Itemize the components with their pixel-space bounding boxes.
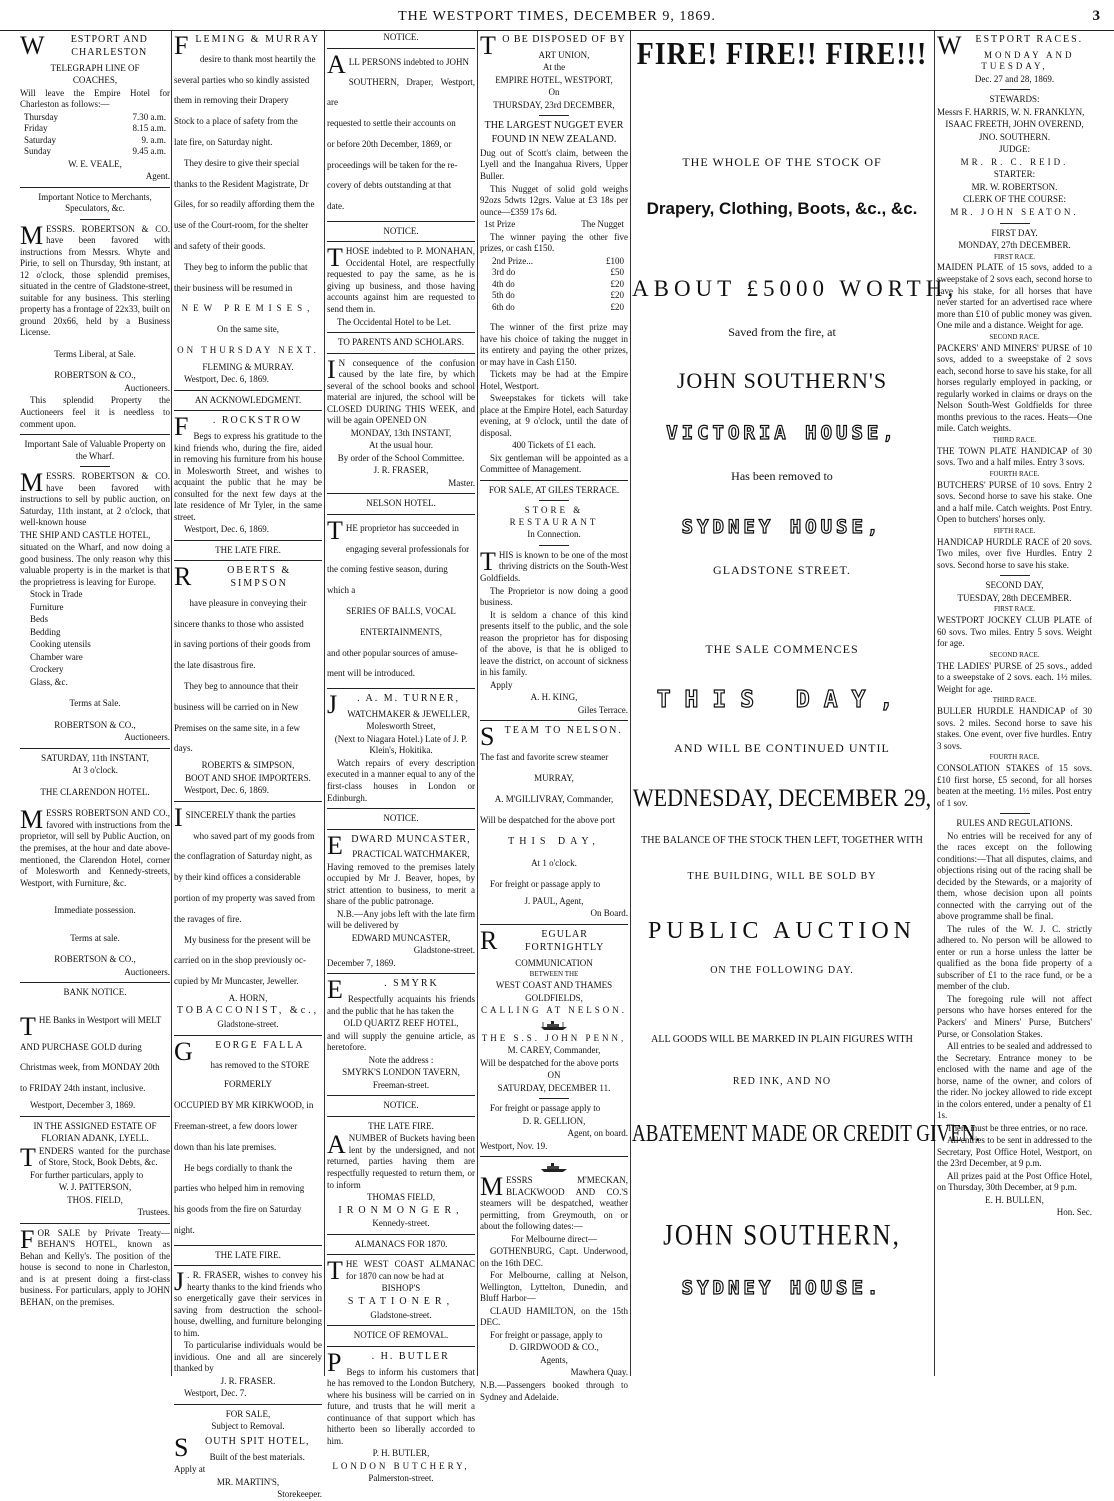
advert-line: Saved from the fire, at	[728, 325, 836, 340]
fraser-advert: THE LATE FIRE. J . R. FRASER, wishes to convey his hearty thanks to the kind friends who so energetically gave their services in saving from destruction the school-house, dwelling, and furniture belonging to him. To particularise individuals would be invidious. One and all are sincerely thanked by J. R. FRASER. Westport, Dec. 7.	[174, 1249, 322, 1399]
list-item: Bedding	[30, 626, 61, 637]
drop-cap: T	[480, 31, 497, 60]
muncaster-notice: NOTICE. EDWARD MUNCASTER, PRACTICAL WATCHMAKER, Having removed to the premises lately occupied by Mr J. Beaver, hopes, by strict attention to business, to merit a share of the public patronage. N.B.—Any jobs left with the late firm will be delivered by EDWARD MUNCASTER, Gladstone-street. December 7, 1869.	[327, 813, 475, 968]
column-4	[480, 31, 628, 1402]
advert-line: Terms at Sale.	[69, 698, 121, 709]
acknowledgment-advert: AN ACKNOWLEDGMENT. F . ROCKSTROW Begs to express his gratitude to the kind friends who, during the fire, aided in removing his furniture from his house in Molesworth Street, and wishes to acquaint the public that he may be consulted for the next few days at the late residence of Mr Tyler, in the same street. Westport, Dec. 6, 1869.	[174, 394, 322, 535]
advert-text: This splendid Property the Auctioneers feel it is needless to comment upon.	[20, 395, 170, 429]
art-union-advert: T O BE DISPOSED OF BY ART UNION, At the EMPIRE HOTEL, WESTPORT, On THURSDAY, 23rd DECEMBER, THE LARGEST NUGGET EVER FOUND IN NEW ZEALAND. Dug out of Scott's claim, between the Lyell and the Inangahua Rivers, Upper Buller. This Nugget of solid gold weighs 92ozs 5dwts 12grs. Value at £3 18s per ounce—£359 17s 6d. 1st Prize The Nugget The winner paying the other five prizes, or cash £150. 2nd Prize... £100 3rd do £50 4th do £20 5th do £20 6th do £20 The winner of the first prize may have his choice of taking the nugget in its entirety and paying the other prizes, or may have in Cash £150. Tickets may be had at the Empire Hotel, Westport. Sweepstakes for tickets will take place at the Empire Hotel, each Saturday evening, at 9 o'clock, until the date of disposal. 400 Tickets of £1 each. Six gentleman will be appointed as a Committee of Management.	[480, 31, 628, 475]
race-description: PACKERS' AND MINERS' PURSE of 10 sovs, added to a sweepstake of 2 sovs each, second horse to save his stake, for all horses regularly employed in packing, or regularly worked in claims or drays on the Nelson South-West Goldfields for three months previous to the races. Heats—One mile. Catch weights.	[937, 342, 1092, 434]
prize-row: 1st Prize The Nugget	[484, 219, 624, 230]
list-item: Glass, &c.	[30, 676, 68, 687]
advert-line: TELEGRAPH LINE OF	[50, 62, 140, 73]
race-description: BULLER HURDLE HANDICAP of 30 sovs. 2 miles. Second horse to save his stakes. One event, over five hurdles. Entry 3 sovs.	[937, 706, 1092, 751]
list-item: Stock in Trade	[30, 589, 83, 600]
behan-advert: FOR SALE by Private Treaty—BEHAN'S HOTEL, known as Behan and Kelly's. The position of the house is second to none in Charleston, and is at present doing a first-class business. For particulars, apply to JOHN BEHAN, on the premises.	[20, 1224, 170, 1307]
fleming-murray-advert: FLEMING & MURRAY desire to thank most heartily the several parties who so kindly assisted them in removing their Drapery Stock to a place of safety from the late fire, on Saturday night. They desire to give their special thanks to the Resident Magistrate, Dr Giles, for so readily affording them the use of the Court-room, for the shelter and safety of their goods. They beg to inform the public that their business will be resumed in NEW PREMISES, On the same site, ON THURSDAY NEXT. FLEMING & MURRAY. Westport, Dec. 6, 1869.	[174, 31, 321, 385]
drop-cap: W	[20, 31, 46, 60]
drop-cap: M	[20, 220, 44, 250]
masthead	[0, 0, 1114, 31]
advert-line: THIS DAY,	[656, 686, 908, 713]
drop-cap: I	[174, 802, 183, 832]
drop-cap: E	[327, 975, 345, 1005]
meckan-advert: MESSRS M'MECKAN, BLACKWOOD AND CO.'S steamers will be despatched, weather permitting, from Greymouth, on or about the following dates:— For Melbourne direct— GOTHENBURG, Capt. Underwood, on the 16th DEC. For Melbourne, calling at Nelson, Wellington, Lyttelton, Dunedin, and Bluff Harbor— CLAUD HAMILTON, on the 15th DEC. For freight or passage, apply to D. GIRDWOOD & CO., Agents, Mawhera Quay. N.B.—Passengers booked through to Sydney and Adelaide.	[480, 1161, 628, 1403]
butler-notice: NOTICE OF REMOVAL. P . H. BUTLER Begs to inform his customers that he has removed to the London Butchery, where his business will be carried on in future, and trusts that he will merit a continuance of that support which has hitherto been so liberally accorded to him. P. H. BUTLER, LONDON BUTCHERY, Palmerston-street.	[327, 1330, 475, 1484]
column-divider	[324, 31, 325, 1376]
advert-line: VICTORIA HOUSE,	[666, 421, 898, 444]
timetable-row: Saturday 9. a.m.	[24, 134, 166, 145]
drop-cap: I	[327, 354, 336, 384]
buckets-notice: NOTICE. THE LATE FIRE. ANUMBER of Buckets having been lent by the undersigned, and not returned, parties having them are respectfully requested to return them, or to inform THOMAS FIELD, IRONMONGER, Kennedy-street.	[327, 1100, 475, 1229]
drop-cap: S	[480, 722, 497, 752]
robertson-advert-1	[20, 220, 170, 430]
advert-line: THE WHOLE OF THE STOCK OF	[682, 154, 882, 169]
race-description: HANDICAP HURDLE RACE of 20 sovs. Two miles, over five Hurdles. Entry 2 sovs. Second horse to save his stake.	[937, 536, 1092, 570]
steamship-icon	[539, 1161, 569, 1173]
race-description: THE LADIES' PURSE of 25 sovs., added to a sweepstake of 2 sovs. each. 1½ miles. Weight for age.	[937, 660, 1092, 694]
drop-cap: R	[480, 925, 499, 955]
column-1	[20, 31, 170, 1376]
drop-cap: T	[20, 1142, 36, 1172]
advert-line: ABATEMENT MADE OR CREDIT GIVEN.	[632, 1121, 981, 1148]
advert-heading: THE CLARENDON HOTEL.	[40, 786, 150, 797]
drop-cap: J	[327, 690, 340, 720]
timetable-row: Sunday 9.45 a.m.	[24, 146, 166, 157]
advert-line: WEDNESDAY, DECEMBER 29,	[632, 783, 932, 813]
advert-line: AND WILL BE CONTINUED UNTIL	[674, 741, 890, 756]
bank-notice: BANK NOTICE. THE Banks in Westport will MELT AND PURCHASE GOLD during Christmas week, from MONDAY 20th to FRIDAY 24th instant, inclusive. Westport, December 3, 1869.	[20, 987, 170, 1111]
fire-sale-advert	[632, 31, 981, 1376]
monahan-notice: NOTICE. THOSE indebted to P. MONAHAN, Occidental Hotel, are respectfully requested to pay the same, as he is giving up business, and those having accounts against him are requested to send them in. The Occidental Hotel to be Let.	[327, 225, 475, 327]
drop-cap: T	[327, 515, 343, 545]
list-item: Chamber ware	[30, 651, 83, 662]
advert-heading: ESTPORT RACES.	[975, 34, 1084, 45]
smyrk-advert: E . SMYRK Respectfully acquaints his friends and the public that he has taken the OLD QUARTZ REEF HOTEL, and will supply the genuine article, as heretofore. Note the address : SMYRK'S LONDON TAVERN, Freeman-street.	[327, 975, 475, 1090]
column-2	[174, 31, 322, 1500]
rule-paragraph: The rules of the W. J. C. strictly adhered to. No person will be allowed to enter or run a horse unless the latter be qualified as the bona fide property of a subscriber of £1 to the race fund, or be a member of the club.	[937, 923, 1092, 992]
advert-line: PUBLIC AUCTION	[647, 918, 916, 945]
advert-line: COACHES,	[72, 75, 118, 86]
drop-cap: T	[327, 1256, 343, 1286]
westport-races-advert: W ESTPORT RACES. MONDAY AND TUESDAY, Dec. 27 and 28, 1869. STEWARDS: Messrs F. HARRIS, W. N. FRANKLYN, ISAAC FREETH, JOHN OVEREND, JNO. SOUTHERN. JUDGE: MR. R. C. REID. STARTER: MR. W. ROBERTSON. CLERK OF THE COURSE: MR. JOHN SEATON. FIRST DAY. MONDAY, 27th DECEMBER. FIRST RACE. MAIDEN PLATE of 15 sovs, added to a sweepstake of 2 sovs each, second horse to save his stake, for all horses that have never started for an advertised race where more than £10 of public money was given. One mile and a distance. Weight for age. SECOND RACE. PACKERS' AND MINERS' PURSE of 10 sovs, added to a sweepstake of 2 sovs each, second horse to save his stake, for all horses regularly employed in packing, or regularly worked in claims or drays on the Nelson South-West Goldfields for three months previous to the races. Heats—One mile. Catch weights. THIRD RACE. THE TOWN PLATE HANDICAP of 30 sovs. Two and a half miles. Entry 3 sovs. FOURTH RACE. BUTCHERS' PURSE of 10 sovs. Entry 2 sovs. Second horse to save his stake. One and a half mile. Catch weights. Post Entry. Open to butchers' horses only. FIFTH RACE. HANDICAP HURDLE RACE of 20 sovs. Two miles, over five Hurdles. Entry 2 sovs. Second horse to save his stake. SECOND DAY, TUESDAY, 28th DECEMBER. FIRST RACE. WESTPORT JOCKEY CLUB PLATE of 60 sovs. Two miles. Entry 5 sovs. Weight for age. SECOND RACE. THE LADIES' PURSE of 25 sovs., added to a sweepstake of 2 sovs. each. 1½ miles. Weight for age. THIRD RACE. BULLER HURDLE HANDICAP of 30 sovs. 2 miles. Second horse to save his stakes. One event, over five hurdles. Entry 3 sovs. FOURTH RACE. CONSOLATION STAKES of 15 sovs. £10 first horse, £5 second, for all horses beaten at the meeting. 1½ miles. Post entry of 1 sov. RULES AND REGULATIONS. No entries will be received for any of the races except on the following conditions:—That all disputes, claims, and objections rising out of the racing shall be decided by the Stewards, or a majority of them, whose decision upon all points connected with the carrying out of the above programme shall be final. The rules of the W. J. C. strictly adhered to. No person will be allowed to enter or run a horse unless the latter be qualified as the bona fide property of a subscriber of £1 to the race fund, or be a member of the club. The foregoing rule will not affect persons who have horses entered for the Packers' and Miners' Purse, Butchers' Purse, or Consolation Stakes. All entries to be sealed and addressed to the Secretary. Entrance money to be enclosed with the name and age of the horse, name of the owner, and colors of the rider. No jockey allowed to ride except in the colors entered, under a penalty of £1 1s. There must be three entries, or no race. All entries to be sent in addressed to the Secretary, Post Office Hotel, Westport, on the 23rd December, at 9 p.m. All prizes paid at the Post Office Hotel, on Thursday, 30th December, at 9 p.m. E. H. BULLEN, Hon. Sec.	[937, 31, 1092, 1218]
advert-role: Auctioneers.	[124, 732, 170, 743]
newspaper-title: THE WESTPORT TIMES, DECEMBER 9, 1869.	[398, 9, 716, 24]
column-divider	[934, 31, 935, 1376]
drop-cap: F	[174, 31, 191, 60]
column-3	[327, 31, 475, 1484]
race-description: WESTPORT JOCKEY CLUB PLATE of 60 sovs. Two miles. Entry 5 sovs. Weight for age.	[937, 615, 1092, 649]
prize-row: 2nd Prize... £100	[492, 255, 624, 266]
notice-heading: Important Notice to Merchants, Speculators, &c.	[38, 191, 152, 214]
advert-role: Auctioneers.	[124, 966, 170, 977]
advert-heading: SATURDAY, 11th INSTANT,	[41, 752, 149, 763]
column-divider	[477, 31, 478, 1376]
advert-line: Has been removed to	[731, 469, 833, 484]
advert-signature: ROBERTSON & CO.,	[54, 954, 136, 965]
timetable-row: Friday 8.15 a.m.	[24, 123, 166, 134]
rule-paragraph: All prizes paid at the Post Office Hotel, on Thursday, 30th December, at 9 p.m.	[937, 1170, 1092, 1193]
advert-line: ALL GOODS WILL BE MARKED IN PLAIN FIGURES WITH	[651, 1033, 913, 1045]
advert-role: Auctioneers.	[124, 382, 170, 393]
notice-heading: Important Sale of Valuable Property on the Wharf.	[24, 439, 166, 461]
rule-paragraph: All entries to be sealed and addressed to the Secretary. Entrance money to be enclosed with the name and age of the horse, name of the owner, and colors of the rider. No jockey allowed to ride except in the colors entered, under a penalty of £1 1s.	[937, 1041, 1092, 1121]
rule-paragraph: No entries will be received for any of the races except on the following conditions:—That all disputes, claims, and objections rising out of the racing shall be decided by the Stewards, or a majority of them, whose decision upon all points connected with the carrying out of the above programme shall be final.	[937, 830, 1092, 922]
robertson-advert-2	[20, 468, 170, 744]
nelson-hotel-advert: NELSON HOTEL. THE proprietor has succeeded in engaging several professionals for the coming festive season, during which a SERIES OF BALLS, VOCAL ENTERTAINMENTS, and other popular sources of amuse- ment will be introduced.	[327, 498, 475, 684]
robertson-advert-3	[20, 805, 170, 978]
estate-notice: IN THE ASSIGNED ESTATE OF FLORIAN ADANK, LYELL. TENDERS wanted for the purchase of Store, Stock, Book Debts, &c. For further particulars, apply to W. J. PATTERSON, THOS. FIELD, Trustees.	[20, 1120, 170, 1218]
giles-terrace-advert: FOR SALE, AT GILES TERRACE. STORE & RESTAURANT In Connection. THIS is known to be one of the most thriving districts on the South-West Goldfields. The Proprietor is now doing a good business. It is seldom a chance of this kind presents itself to the public, and the sole reason the proprietor has for disposing of the above, is that he is obliged to leave the district, on account of sickness in his family. Apply A. H. KING, Giles Terrace.	[480, 484, 628, 715]
timetable-row: Thursday 7.30 a.m.	[24, 111, 166, 122]
drop-cap: S	[174, 1432, 190, 1462]
column-divider	[171, 31, 172, 1376]
drop-cap: M	[480, 1172, 504, 1202]
john-penn-advert: R EGULAR FORTNIGHTLY COMMUNICATION BETWEEN THE WEST COAST AND THAMES GOLDFIELDS, CALLING AT NELSON. THE S.S. JOHN PENN, M. CAREY, Commander, Will be despatched for the above ports ON SATURDAY, DECEMBER 11. For freight or passage apply to D. R. GELLION, Agent, on board. Westport, Nov. 19.	[480, 925, 628, 1151]
rule-paragraph: The foregoing rule will not affect persons who have horses entered for the Packers' and Miners' Purse, Butchers' Purse, or Consolation Stakes.	[937, 993, 1092, 1039]
advert-line: THE SALE COMMENCES	[705, 642, 859, 657]
advert-signature: JOHN SOUTHERN,	[663, 1218, 901, 1252]
advert-text: ESSRS. ROBERTSON & CO. have been favored with instructions from Messrs. Whyte and Pirie, to sell on Thursday, 9th instant, at 12 o'clock, those splendid premises, situated in the centre of Gladstone-street, suitable for any business. This sterling property has a frontage of 22x33, built on ground 20x66, held by a Business License.	[20, 223, 170, 338]
advert-line: JOHN SOUTHERN'S	[676, 367, 888, 393]
drop-cap: P	[327, 1347, 344, 1377]
race-description: BUTCHERS' PURSE of 10 sovs. Entry 2 sovs. Second horse to save his stake. One and a half mile. Catch weights. Post Entry. Open to butchers' horses only.	[937, 479, 1092, 525]
advert-heading: ESTPORT AND CHARLESTON	[70, 34, 148, 58]
notice-heading: BANK NOTICE.	[63, 987, 127, 998]
steam-to-nelson-advert: STEAM TO NELSON. The fast and favorite screw steamer MURRAY, A. M'GILLIVRAY, Commander, Will be despatched for the above port THIS DAY, At 1 o'clock. For freight or passage apply to J. PAUL, Agent, On Board.	[480, 722, 628, 919]
advert-text: Will leave the Empire Hotel for Charleston as follows:—	[20, 87, 170, 110]
rule-paragraph: There must be three entries, or no race.	[947, 1122, 1088, 1133]
advert-signature: E. H. BULLEN,	[985, 1194, 1044, 1205]
drop-cap: T	[327, 243, 343, 273]
drop-cap: J	[174, 1267, 185, 1297]
drop-cap: E	[327, 830, 344, 860]
south-spit-advert: FOR SALE, Subject to Removal. S OUTH SPIT HOTEL, Built of the best materials. Apply at MR. MARTIN'S, Storekeeper.	[174, 1408, 322, 1500]
drop-cap: A	[327, 1130, 346, 1160]
column-divider	[630, 31, 631, 1376]
coach-advert	[20, 31, 170, 183]
drop-cap: T	[480, 546, 496, 576]
advert-line: ABOUT £5000 WORTH,	[632, 275, 959, 301]
advert-signature: ROBERTSON & CO.,	[54, 370, 136, 381]
race-description: MAIDEN PLATE of 15 sovs, added to a sweepstake of 2 sovs each, second horse to save his stake, for all horses that have never started for an advertised race where more than £10 of public money was given. One mile and a distance. Weight for age.	[937, 262, 1092, 331]
advert-text: ESSRS. ROBERTSON & CO. have been favored with instructions to sell by public auction, on Saturday, 11th instant, at 2 o'clock, that well-known house	[20, 471, 170, 528]
list-item: Furniture	[30, 601, 64, 612]
advert-headline: FIRE! FIRE!! FIRE!!!	[636, 36, 928, 73]
drop-cap: R	[174, 562, 194, 592]
list-item: Beds	[30, 614, 48, 625]
list-item: Crockery	[30, 664, 64, 675]
prize-row: 5th do £20	[492, 290, 624, 301]
prize-row: 6th do £20	[492, 301, 624, 312]
advert-signature: W. E. VEALE,	[68, 158, 122, 169]
parents-notice: TO PARENTS AND SCHOLARS. I N consequence of the confusion caused by the late fire, by which several of the school books and school material are injured, the school will be CLOSED DURING THIS WEEK, and will be again OPENED ON MONDAY, 13th INSTANT, At the usual hour. By order of the School Committee. J. R. FRASER, Master.	[327, 337, 475, 488]
drop-cap: G	[174, 1036, 195, 1066]
advert-line: THE BUILDING, WILL BE SOLD BY	[687, 871, 877, 883]
prize-row: 4th do £20	[492, 278, 624, 289]
rule-paragraph: All entries to be sent in addressed to the Secretary, Post Office Hotel, Westport, on the 23rd December, at 9 p.m.	[937, 1135, 1092, 1169]
drop-cap: M	[20, 468, 44, 498]
drop-cap: W	[937, 31, 964, 60]
drop-cap: F	[20, 1224, 35, 1254]
drop-cap: A	[327, 49, 346, 79]
list-item: Cooking utensils	[30, 639, 91, 650]
advert-line: Immediate possession.	[54, 905, 136, 916]
advert-line: RED INK, AND NO	[732, 1076, 832, 1088]
horn-advert: ISINCERELY thank the parties who saved part of my goods from the conflagration of Saturday night, as by their kind offices a considerable portion of my property was saved from the ravages of fire. My business for the present will be carried on in the shop previously oc- cupied by Mr Muncaster, Jeweller. A. HORN, TOBACCONIST, &c., Gladstone-street.	[174, 802, 320, 1030]
advert-signature: ROBERTSON & CO.,	[54, 719, 136, 730]
advert-line: Drapery, Clothing, Boots, &c., &c.	[646, 199, 918, 219]
southern-notice: NOTICE. ALL PERSONS indebted to JOHN SOUTHERN, Draper, Westport, are requested to settle their accounts on or before 20th December, 1869, or proceedings will be taken for the re- covery of debts outstanding at that date.	[327, 32, 475, 212]
advert-role: Hon. Sec.	[1056, 1207, 1092, 1218]
falla-advert: G EORGE FALLA has removed to the STORE FORMERLY OCCUPIED BY MR KIRKWOOD, in Freeman-street, a few doors lower down than his late premises. He begs cordially to thank the parties who helped him in removing his goods from the fire on Saturday night.	[174, 1036, 314, 1235]
advert-line: SYDNEY HOUSE,	[681, 515, 883, 538]
almanac-advert: ALMANACS FOR 1870. THE WEST COAST ALMANAC for 1870 can now be had at BISHOP'S STATIONER, Gladstone-street.	[327, 1238, 475, 1320]
advert-text: ESSRS ROBERTSON AND CO., favored with instructions from the proprietor, will sell by Public Auction, on the premises, at the hour and date above-mentioned, the Clarendon Hotel, corner of Molesworth and Kennedy-streets, Westport, with Furniture, &c.	[20, 808, 170, 888]
advert-line: At 3 o'clock.	[72, 765, 118, 776]
advert-line: THE SHIP AND CASTLE HOTEL,	[20, 529, 151, 540]
drop-cap: F	[174, 412, 191, 442]
advert-line: THE BALANCE OF THE STOCK THEN LEFT, TOGETHER WITH	[641, 834, 923, 846]
advert-line: Terms Liberal, at Sale.	[54, 348, 136, 359]
advert-line: SYDNEY HOUSE.	[681, 1276, 883, 1299]
advert-line: ON THE FOLLOWING DAY.	[710, 964, 854, 976]
race-description: THE TOWN PLATE HANDICAP of 30 sovs. Two and a half miles. Entry 3 sovs.	[937, 445, 1092, 468]
advert-text: situated on the Wharf, and now doing a good business. The only reason why this valuable property is in the market is that the proprietress is leaving for Europe.	[20, 542, 170, 587]
roberts-simpson-advert: THE LATE FIRE. R OBERTS & SIMPSON have pleasure in conveying their sincere thanks to those who assisted in saving portions of their goods from the late disastrous fire. They beg to announce that their business will be carried on in New Premises on the same site, in a few days. ROBERTS & SIMPSON, BOOT AND SHOE IMPORTERS. Westport, Dec. 6, 1869.	[174, 545, 322, 797]
advert-line: GLADSTONE STREET.	[713, 562, 851, 577]
drop-cap: T	[20, 1011, 36, 1041]
steamship-icon	[539, 1019, 569, 1031]
race-description: CONSOLATION STAKES of 15 sovs. £10 first horse, £5 second, for all horses beaten at the meeting. 1½ miles. Post entry of 1 sov.	[937, 763, 1092, 808]
advert-line: Terms at sale.	[70, 932, 120, 943]
prize-row: 3rd do £50	[492, 267, 624, 278]
drop-cap: M	[20, 805, 44, 835]
page-number: 3	[1092, 8, 1100, 24]
advert-role: Agent.	[145, 171, 170, 182]
turner-advert: J . A. M. TURNER, WATCHMAKER & JEWELLER, Molesworth Street, (Next to Niagara Hotel.) Late of J. P. Klein's, Hokitika. Watch repairs of every description executed in a manner equal to any of the first-class houses in London or Edinburgh.	[327, 690, 475, 803]
